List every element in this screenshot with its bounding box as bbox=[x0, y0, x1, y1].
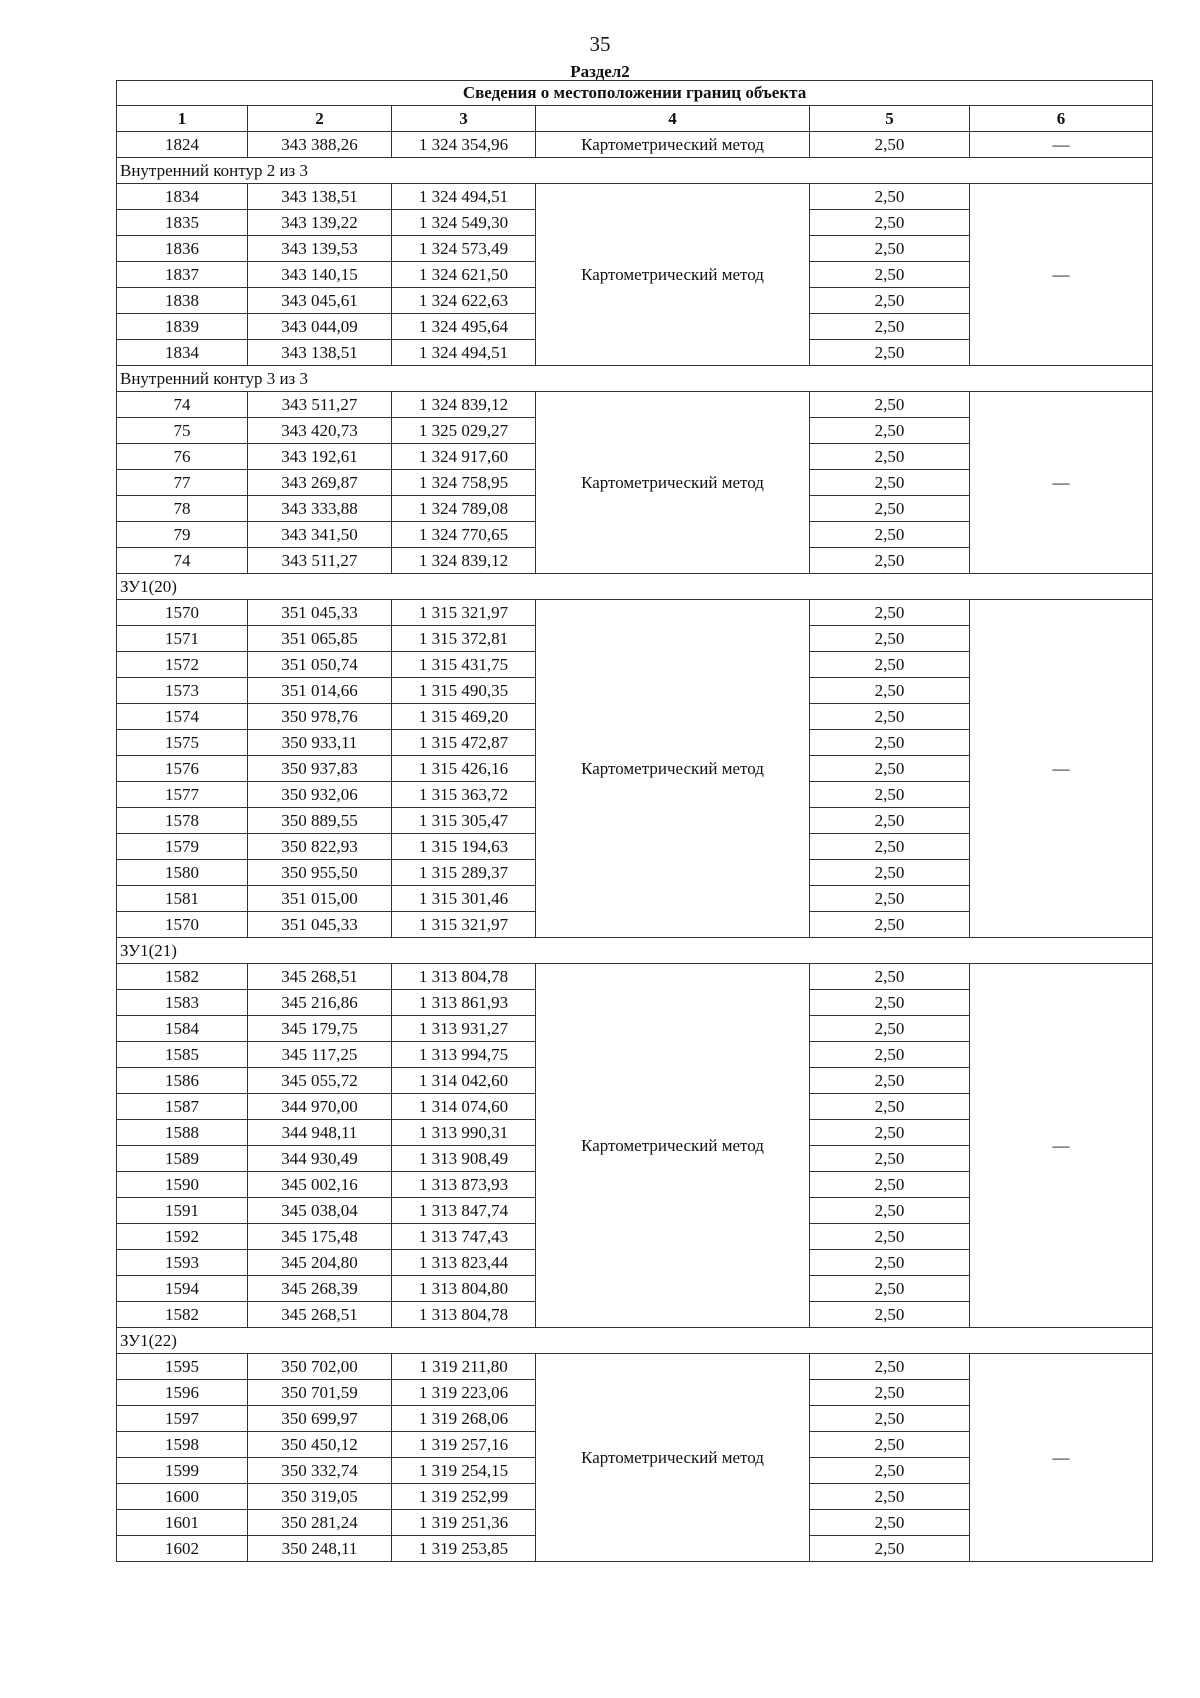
point-number: 1581 bbox=[117, 886, 248, 912]
coordinate-y: 1 319 254,15 bbox=[392, 1458, 536, 1484]
table-row bbox=[117, 600, 1153, 626]
point-number: 1838 bbox=[117, 288, 248, 314]
coordinate-y: 1 319 211,80 bbox=[392, 1354, 536, 1380]
coordinate-y: 1 314 042,60 bbox=[392, 1068, 536, 1094]
coordinate-x: 345 268,39 bbox=[248, 1276, 392, 1302]
point-number: 1570 bbox=[117, 912, 248, 938]
method-cell: Картометрический метод bbox=[536, 1354, 810, 1562]
point-number: 1824 bbox=[117, 132, 248, 158]
coordinate-x: 343 388,26 bbox=[248, 132, 392, 158]
coordinate-y: 1 315 301,46 bbox=[392, 886, 536, 912]
coordinate-x: 350 955,50 bbox=[248, 860, 392, 886]
coordinate-x: 351 050,74 bbox=[248, 652, 392, 678]
accuracy-cell: 2,50 bbox=[810, 340, 970, 366]
accuracy-cell: 2,50 bbox=[810, 1146, 970, 1172]
accuracy-cell: 2,50 bbox=[810, 1042, 970, 1068]
coordinate-y: 1 325 029,27 bbox=[392, 418, 536, 444]
point-number: 1577 bbox=[117, 782, 248, 808]
page-number: 35 bbox=[589, 32, 611, 56]
coordinate-x: 345 179,75 bbox=[248, 1016, 392, 1042]
coordinate-x: 343 138,51 bbox=[248, 340, 392, 366]
coordinate-x: 345 216,86 bbox=[248, 990, 392, 1016]
point-number: 1834 bbox=[117, 340, 248, 366]
accuracy-cell: 2,50 bbox=[810, 236, 970, 262]
accuracy-cell: 2,50 bbox=[810, 1250, 970, 1276]
coordinate-y: 1 319 253,85 bbox=[392, 1536, 536, 1562]
coordinate-y: 1 315 469,20 bbox=[392, 704, 536, 730]
coordinate-x: 343 511,27 bbox=[248, 392, 392, 418]
coordinate-y: 1 315 194,63 bbox=[392, 834, 536, 860]
accuracy-cell: 2,50 bbox=[810, 1484, 970, 1510]
point-number: 78 bbox=[117, 496, 248, 522]
coordinate-y: 1 315 372,81 bbox=[392, 626, 536, 652]
point-number: 1586 bbox=[117, 1068, 248, 1094]
coordinate-y: 1 319 251,36 bbox=[392, 1510, 536, 1536]
coordinate-y: 1 315 490,35 bbox=[392, 678, 536, 704]
coordinate-x: 350 450,12 bbox=[248, 1432, 392, 1458]
coordinate-y: 1 315 363,72 bbox=[392, 782, 536, 808]
coordinate-y: 1 313 994,75 bbox=[392, 1042, 536, 1068]
point-number: 76 bbox=[117, 444, 248, 470]
accuracy-cell: 2,50 bbox=[810, 1380, 970, 1406]
coordinate-y: 1 324 839,12 bbox=[392, 548, 536, 574]
point-number: 1598 bbox=[117, 1432, 248, 1458]
group-header-row bbox=[117, 1328, 1153, 1354]
coordinate-y: 1 324 770,65 bbox=[392, 522, 536, 548]
accuracy-cell: 2,50 bbox=[810, 1016, 970, 1042]
point-number: 1589 bbox=[117, 1146, 248, 1172]
coordinate-x: 351 045,33 bbox=[248, 600, 392, 626]
coordinate-x: 345 204,80 bbox=[248, 1250, 392, 1276]
accuracy-cell: 2,50 bbox=[810, 990, 970, 1016]
accuracy-cell: 2,50 bbox=[810, 314, 970, 340]
accuracy-cell: 2,50 bbox=[810, 1432, 970, 1458]
point-number: 74 bbox=[117, 392, 248, 418]
coordinate-x: 343 341,50 bbox=[248, 522, 392, 548]
coordinate-x: 344 948,11 bbox=[248, 1120, 392, 1146]
point-number: 1574 bbox=[117, 704, 248, 730]
coordinate-y: 1 313 804,78 bbox=[392, 1302, 536, 1328]
point-number: 1836 bbox=[117, 236, 248, 262]
column-header: 3 bbox=[392, 106, 536, 132]
point-number: 1582 bbox=[117, 964, 248, 990]
coordinate-y: 1 313 908,49 bbox=[392, 1146, 536, 1172]
point-number: 1585 bbox=[117, 1042, 248, 1068]
coordinate-x: 351 045,33 bbox=[248, 912, 392, 938]
point-number: 1572 bbox=[117, 652, 248, 678]
accuracy-cell: 2,50 bbox=[810, 1068, 970, 1094]
point-number: 1588 bbox=[117, 1120, 248, 1146]
coordinate-x: 343 139,53 bbox=[248, 236, 392, 262]
coordinate-x: 351 065,85 bbox=[248, 626, 392, 652]
coordinate-x: 350 933,11 bbox=[248, 730, 392, 756]
point-number: 1573 bbox=[117, 678, 248, 704]
coordinate-x: 350 701,59 bbox=[248, 1380, 392, 1406]
coordinate-y: 1 313 873,93 bbox=[392, 1172, 536, 1198]
coordinate-x: 345 268,51 bbox=[248, 1302, 392, 1328]
point-number: 1593 bbox=[117, 1250, 248, 1276]
point-number: 1579 bbox=[117, 834, 248, 860]
accuracy-cell: 2,50 bbox=[810, 262, 970, 288]
accuracy-cell: 2,50 bbox=[810, 1406, 970, 1432]
coordinate-y: 1 313 804,80 bbox=[392, 1276, 536, 1302]
coordinate-y: 1 324 494,51 bbox=[392, 340, 536, 366]
point-number: 77 bbox=[117, 470, 248, 496]
coordinate-y: 1 315 289,37 bbox=[392, 860, 536, 886]
point-number: 1576 bbox=[117, 756, 248, 782]
point-number: 1580 bbox=[117, 860, 248, 886]
coordinate-x: 350 248,11 bbox=[248, 1536, 392, 1562]
point-number: 79 bbox=[117, 522, 248, 548]
accuracy-cell: 2,50 bbox=[810, 912, 970, 938]
method-cell: Картометрический метод bbox=[536, 964, 810, 1328]
coordinate-x: 350 978,76 bbox=[248, 704, 392, 730]
coordinate-x: 350 699,97 bbox=[248, 1406, 392, 1432]
coordinate-x: 345 038,04 bbox=[248, 1198, 392, 1224]
coordinate-x: 350 319,05 bbox=[248, 1484, 392, 1510]
coordinate-y: 1 313 804,78 bbox=[392, 964, 536, 990]
table-caption: Сведения о местоположении границ объекта bbox=[117, 81, 1153, 106]
column-header: 5 bbox=[810, 106, 970, 132]
accuracy-cell: 2,50 bbox=[810, 1510, 970, 1536]
coordinate-x: 343 140,15 bbox=[248, 262, 392, 288]
coordinate-x: 345 055,72 bbox=[248, 1068, 392, 1094]
accuracy-cell: 2,50 bbox=[810, 392, 970, 418]
accuracy-cell: 2,50 bbox=[810, 1172, 970, 1198]
accuracy-cell: 2,50 bbox=[810, 288, 970, 314]
accuracy-cell: 2,50 bbox=[810, 184, 970, 210]
coordinate-y: 1 315 305,47 bbox=[392, 808, 536, 834]
accuracy-cell: 2,50 bbox=[810, 1302, 970, 1328]
coordinate-x: 350 937,83 bbox=[248, 756, 392, 782]
accuracy-cell: 2,50 bbox=[810, 1458, 970, 1484]
point-number: 1601 bbox=[117, 1510, 248, 1536]
coordinate-x: 344 970,00 bbox=[248, 1094, 392, 1120]
dash-cell: — bbox=[970, 964, 1153, 1328]
accuracy-cell: 2,50 bbox=[810, 1120, 970, 1146]
coordinate-y: 1 315 321,97 bbox=[392, 912, 536, 938]
coordinate-y: 1 314 074,60 bbox=[392, 1094, 536, 1120]
point-number: 1578 bbox=[117, 808, 248, 834]
coordinate-y: 1 324 622,63 bbox=[392, 288, 536, 314]
table-row bbox=[117, 964, 1153, 990]
coordinate-x: 343 045,61 bbox=[248, 288, 392, 314]
coordinate-x: 350 281,24 bbox=[248, 1510, 392, 1536]
point-number: 1835 bbox=[117, 210, 248, 236]
accuracy-cell: 2,50 bbox=[810, 782, 970, 808]
accuracy-cell: 2,50 bbox=[810, 1198, 970, 1224]
contour-title: ЗУ1(22) bbox=[117, 1328, 1153, 1354]
dash-cell: — bbox=[970, 184, 1153, 366]
table-row bbox=[117, 184, 1153, 210]
accuracy-cell: 2,50 bbox=[810, 522, 970, 548]
point-number: 1596 bbox=[117, 1380, 248, 1406]
accuracy-cell: 2,50 bbox=[810, 808, 970, 834]
coordinate-y: 1 324 789,08 bbox=[392, 496, 536, 522]
coordinate-y: 1 319 252,99 bbox=[392, 1484, 536, 1510]
group-header-row bbox=[117, 158, 1153, 184]
accuracy-cell: 2,50 bbox=[810, 210, 970, 236]
point-number: 1590 bbox=[117, 1172, 248, 1198]
accuracy-cell: 2,50 bbox=[810, 730, 970, 756]
accuracy-cell: 2,50 bbox=[810, 626, 970, 652]
dash-cell: — bbox=[970, 392, 1153, 574]
coordinate-x: 350 332,74 bbox=[248, 1458, 392, 1484]
dash-cell: — bbox=[970, 132, 1153, 158]
point-number: 1594 bbox=[117, 1276, 248, 1302]
point-number: 1600 bbox=[117, 1484, 248, 1510]
point-number: 1602 bbox=[117, 1536, 248, 1562]
coordinate-x: 345 117,25 bbox=[248, 1042, 392, 1068]
coordinate-y: 1 324 549,30 bbox=[392, 210, 536, 236]
coordinate-x: 350 702,00 bbox=[248, 1354, 392, 1380]
point-number: 1834 bbox=[117, 184, 248, 210]
point-number: 75 bbox=[117, 418, 248, 444]
coordinate-x: 350 932,06 bbox=[248, 782, 392, 808]
coordinate-y: 1 319 268,06 bbox=[392, 1406, 536, 1432]
coordinate-y: 1 313 747,43 bbox=[392, 1224, 536, 1250]
coordinate-x: 345 175,48 bbox=[248, 1224, 392, 1250]
method-cell: Картометрический метод bbox=[536, 184, 810, 366]
accuracy-cell: 2,50 bbox=[810, 1536, 970, 1562]
point-number: 1595 bbox=[117, 1354, 248, 1380]
coordinate-y: 1 315 426,16 bbox=[392, 756, 536, 782]
point-number: 1592 bbox=[117, 1224, 248, 1250]
accuracy-cell: 2,50 bbox=[810, 704, 970, 730]
column-header: 1 bbox=[117, 106, 248, 132]
accuracy-cell: 2,50 bbox=[810, 418, 970, 444]
coordinate-y: 1 315 431,75 bbox=[392, 652, 536, 678]
point-number: 1571 bbox=[117, 626, 248, 652]
coordinate-y: 1 313 990,31 bbox=[392, 1120, 536, 1146]
point-number: 74 bbox=[117, 548, 248, 574]
coordinate-x: 343 139,22 bbox=[248, 210, 392, 236]
point-number: 1587 bbox=[117, 1094, 248, 1120]
coordinate-y: 1 324 917,60 bbox=[392, 444, 536, 470]
point-number: 1591 bbox=[117, 1198, 248, 1224]
accuracy-cell: 2,50 bbox=[810, 1276, 970, 1302]
contour-title: Внутренний контур 3 из 3 bbox=[117, 366, 1153, 392]
column-header: 4 bbox=[536, 106, 810, 132]
accuracy-cell: 2,50 bbox=[810, 600, 970, 626]
accuracy-cell: 2,50 bbox=[810, 860, 970, 886]
section-title: Раздел2 bbox=[570, 62, 630, 81]
coordinate-y: 1 324 839,12 bbox=[392, 392, 536, 418]
group-header-row bbox=[117, 366, 1153, 392]
point-number: 1570 bbox=[117, 600, 248, 626]
coordinate-y: 1 315 472,87 bbox=[392, 730, 536, 756]
coordinate-x: 350 889,55 bbox=[248, 808, 392, 834]
accuracy-cell: 2,50 bbox=[810, 652, 970, 678]
point-number: 1837 bbox=[117, 262, 248, 288]
dash-cell: — bbox=[970, 600, 1153, 938]
accuracy-cell: 2,50 bbox=[810, 1224, 970, 1250]
coordinate-y: 1 324 573,49 bbox=[392, 236, 536, 262]
coordinate-y: 1 313 847,74 bbox=[392, 1198, 536, 1224]
table-row bbox=[117, 132, 1153, 158]
point-number: 1582 bbox=[117, 1302, 248, 1328]
point-number: 1599 bbox=[117, 1458, 248, 1484]
accuracy-cell: 2,50 bbox=[810, 834, 970, 860]
method-cell: Картометрический метод bbox=[536, 392, 810, 574]
coordinate-y: 1 313 931,27 bbox=[392, 1016, 536, 1042]
method-cell: Картометрический метод bbox=[536, 132, 810, 158]
accuracy-cell: 2,50 bbox=[810, 470, 970, 496]
accuracy-cell: 2,50 bbox=[810, 1354, 970, 1380]
accuracy-cell: 2,50 bbox=[810, 444, 970, 470]
coordinate-x: 343 269,87 bbox=[248, 470, 392, 496]
accuracy-cell: 2,50 bbox=[810, 964, 970, 990]
accuracy-cell: 2,50 bbox=[810, 886, 970, 912]
accuracy-cell: 2,50 bbox=[810, 548, 970, 574]
accuracy-cell: 2,50 bbox=[810, 756, 970, 782]
contour-title: ЗУ1(20) bbox=[117, 574, 1153, 600]
coordinate-x: 344 930,49 bbox=[248, 1146, 392, 1172]
boundary-coordinates-table bbox=[116, 80, 1153, 1562]
coordinate-y: 1 324 758,95 bbox=[392, 470, 536, 496]
coordinate-y: 1 324 621,50 bbox=[392, 262, 536, 288]
coordinate-x: 343 511,27 bbox=[248, 548, 392, 574]
coordinate-x: 345 268,51 bbox=[248, 964, 392, 990]
coordinate-y: 1 315 321,97 bbox=[392, 600, 536, 626]
point-number: 1839 bbox=[117, 314, 248, 340]
point-number: 1583 bbox=[117, 990, 248, 1016]
coordinate-y: 1 319 257,16 bbox=[392, 1432, 536, 1458]
contour-title: ЗУ1(21) bbox=[117, 938, 1153, 964]
coordinate-x: 351 015,00 bbox=[248, 886, 392, 912]
coordinate-y: 1 324 494,51 bbox=[392, 184, 536, 210]
coordinate-x: 351 014,66 bbox=[248, 678, 392, 704]
coordinate-x: 350 822,93 bbox=[248, 834, 392, 860]
table-header-row bbox=[117, 106, 1153, 132]
coordinate-x: 343 044,09 bbox=[248, 314, 392, 340]
group-header-row bbox=[117, 574, 1153, 600]
column-header: 2 bbox=[248, 106, 392, 132]
coordinate-y: 1 319 223,06 bbox=[392, 1380, 536, 1406]
group-header-row bbox=[117, 938, 1153, 964]
accuracy-cell: 2,50 bbox=[810, 132, 970, 158]
point-number: 1584 bbox=[117, 1016, 248, 1042]
point-number: 1575 bbox=[117, 730, 248, 756]
coordinate-y: 1 324 495,64 bbox=[392, 314, 536, 340]
coordinate-x: 343 138,51 bbox=[248, 184, 392, 210]
coordinate-x: 343 333,88 bbox=[248, 496, 392, 522]
coordinate-x: 345 002,16 bbox=[248, 1172, 392, 1198]
coordinate-x: 343 420,73 bbox=[248, 418, 392, 444]
table-row bbox=[117, 1354, 1153, 1380]
coordinate-y: 1 324 354,96 bbox=[392, 132, 536, 158]
accuracy-cell: 2,50 bbox=[810, 496, 970, 522]
dash-cell: — bbox=[970, 1354, 1153, 1562]
table-row bbox=[117, 392, 1153, 418]
method-cell: Картометрический метод bbox=[536, 600, 810, 938]
coordinate-x: 343 192,61 bbox=[248, 444, 392, 470]
accuracy-cell: 2,50 bbox=[810, 1094, 970, 1120]
coordinate-y: 1 313 823,44 bbox=[392, 1250, 536, 1276]
accuracy-cell: 2,50 bbox=[810, 678, 970, 704]
coordinate-y: 1 313 861,93 bbox=[392, 990, 536, 1016]
contour-title: Внутренний контур 2 из 3 bbox=[117, 158, 1153, 184]
column-header: 6 bbox=[970, 106, 1153, 132]
point-number: 1597 bbox=[117, 1406, 248, 1432]
